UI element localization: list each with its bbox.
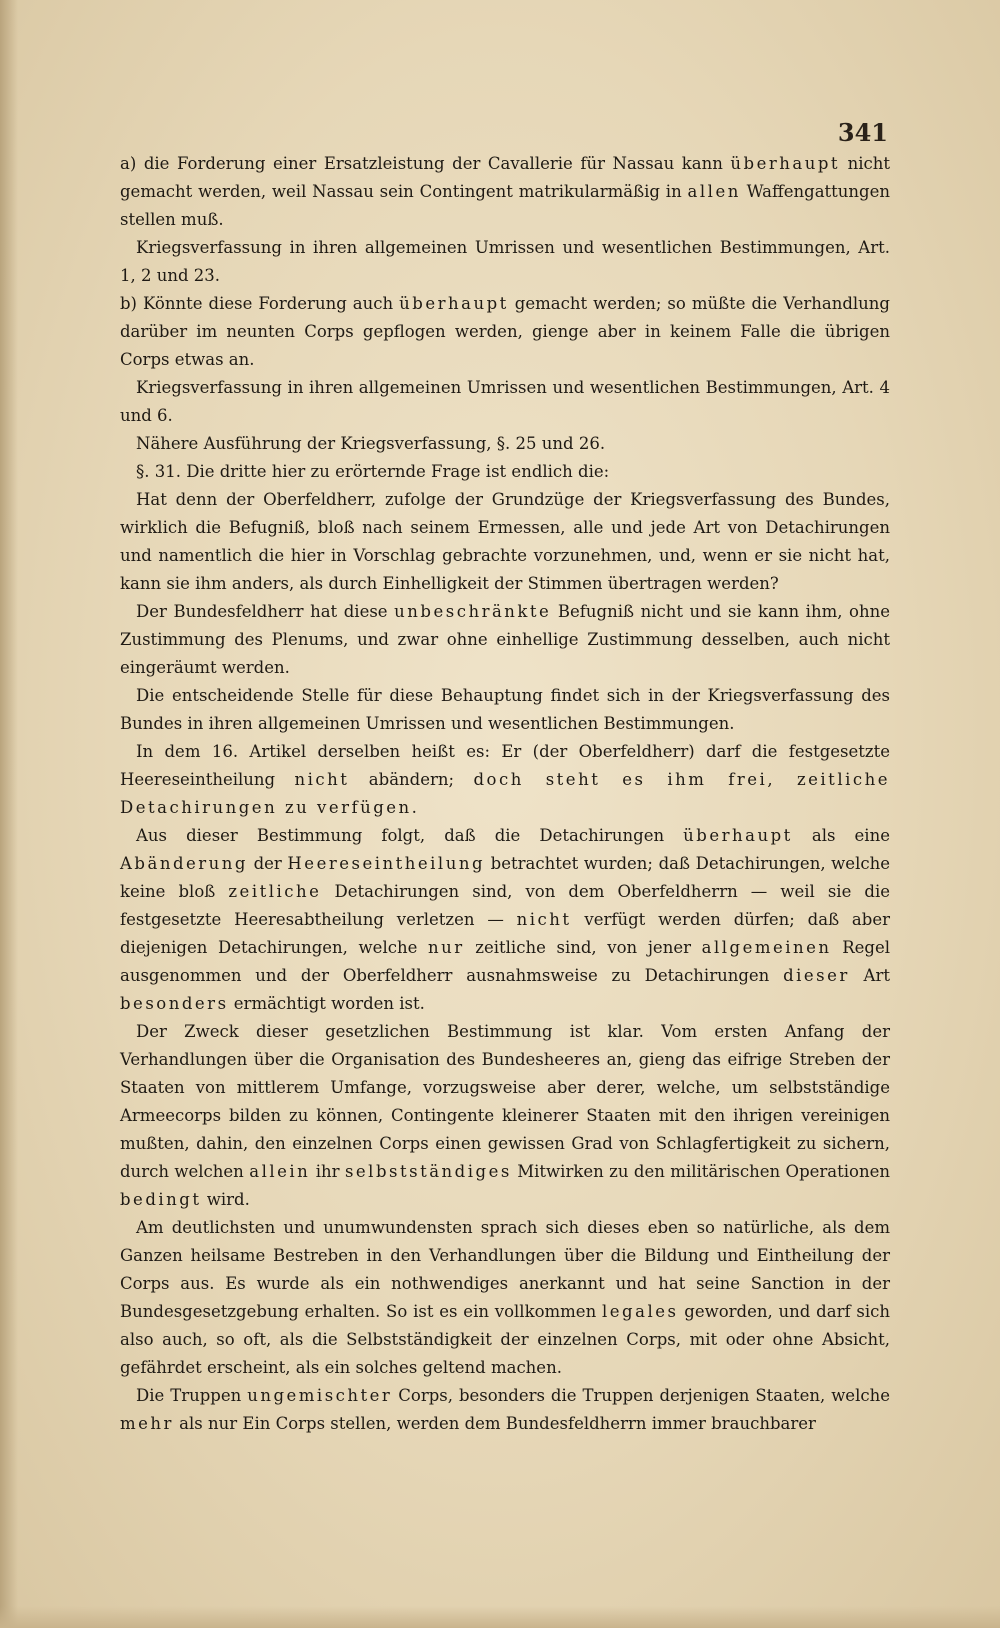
spaced-emphasis-text: überhaupt: [730, 154, 841, 173]
paragraph: [120, 1382, 890, 1438]
spaced-emphasis-text: legales: [602, 1302, 679, 1321]
spaced-emphasis-text: dieser: [783, 966, 850, 985]
spaced-emphasis-text: mehr: [120, 1414, 174, 1433]
spaced-emphasis-text: bedingt: [120, 1190, 202, 1209]
paragraph: [120, 486, 890, 598]
paragraph-text: a) die Forderung einer Ersatzleistung der Cavallerie für Nassau kann: [120, 154, 731, 173]
paragraph: [120, 374, 890, 430]
paragraph-text: ihr: [310, 1162, 345, 1181]
paragraph-text: der: [247, 854, 288, 873]
spaced-emphasis-text: überhaupt: [399, 294, 509, 313]
page-number: 341: [837, 118, 888, 147]
spaced-emphasis-text: unbeschränkte: [394, 602, 552, 621]
paragraph-text: Der Zweck dieser gesetzlichen Bestimmung ist klar. Vom ersten Anfang der Verhandlungen über die Organisation des Bundesheeres an, gieng das eifrige Streben der Staaten von mittlerem Umfange, vorzugsweise aber derer, welche, um selbstständige Armeecorps bilden zu können, Contingente kleinerer Staaten mit den ihrigen vereinigen mußten, dahin, den einzelnen Corps einen gewissen Grad von Schlagfertigkeit zu sichern, durch welchen: [120, 1022, 890, 1181]
paragraph-text: ermächtigt worden ist.: [228, 994, 425, 1013]
paragraph: [120, 150, 890, 234]
paragraph: [120, 458, 890, 486]
paragraph-text: b) Könnte diese Forderung auch: [120, 294, 400, 313]
spaced-emphasis-text: zeitliche: [228, 882, 322, 901]
body-text: [120, 150, 890, 1438]
paragraph-text: Am deutlichsten und unumwundensten sprach sich dieses eben so natürliche, als dem Ganzen heilsame Bestreben in den Verhandlungen über die Bildung und Eintheilung der Corps aus. Es wurde als ein nothwendiges anerkannt und hat seine Sanction in der Bundesgesetzgebung erhalten. So ist es ein vollkommen: [120, 1218, 890, 1321]
paragraph-text: Der Bundesfeldherr hat diese: [136, 602, 395, 621]
paragraph-text: Art: [849, 966, 890, 985]
paragraph-text: Befugniß nicht und sie kann ihm, ohne Zustimmung des Plenums, und zwar ohne einhellige Zustimmung desselben, auch nicht eingeräumt werden.: [120, 602, 891, 677]
paragraph-text: nicht gemacht werden, weil Nassau sein Contingent matrikularmäßig in: [120, 154, 890, 201]
paragraph-text: Detachirungen sind, von dem Oberfeldherrn — weil sie die festgesetzte Heeresabtheilung verletzen —: [120, 882, 890, 929]
paragraph-text: betrachtet wurden; daß Detachirungen, welche keine bloß: [120, 854, 890, 901]
paragraph-text: Waffengattungen stellen muß.: [120, 182, 891, 229]
paragraph: [120, 430, 890, 458]
paragraph-text: Regel ausgenommen und der Oberfeldherr ausnahmsweise zu Detachirungen: [120, 938, 890, 985]
paragraph: [120, 682, 890, 738]
paragraph-text: verfügt werden dürfen; daß aber diejenigen Detachirungen, welche: [120, 910, 890, 957]
spaced-emphasis-text: Heereseintheilung: [287, 854, 486, 873]
spaced-emphasis-text: Abänderung: [120, 854, 248, 873]
paragraph-text: In dem 16. Artikel derselben heißt es: Er (der Oberfeldherr) darf die festgesetzte Heereseintheilung: [120, 742, 890, 789]
paragraph-text: Die entscheidende Stelle für diese Behauptung findet sich in der Kriegsverfassung des Bundes in ihren allgemeinen Umrissen und wesentlichen Bestimmungen.: [120, 686, 890, 733]
paragraph-text: Die Truppen: [136, 1386, 248, 1405]
spaced-emphasis-text: nur: [428, 938, 465, 957]
page-edge-shadow-bottom: [0, 1606, 1000, 1628]
paragraph-text: Hat denn der Oberfeldherr, zufolge der Grundzüge der Kriegsverfassung des Bundes, wirklich die Befugniß, bloß nach seinem Ermessen, alle und jede Art von Detachirungen und namentlich die hier in Vorschlag gebrachte vorzunehmen, und, wenn er sie nicht hat, kann sie ihm anders, als durch Einhelligkeit der Stimmen übertragen werden?: [120, 490, 890, 593]
paragraph-text: Kriegsverfassung in ihren allgemeinen Umrissen und wesentlichen Bestimmungen, Art. 1, 2 und 23.: [120, 238, 890, 285]
spaced-emphasis-text: doch steht es ihm frei, zeitliche Detachirungen zu verfügen.: [120, 770, 890, 817]
paragraph-text: gemacht werden; so müßte die Verhandlung darüber im neunten Corps gepflogen werden, gienge aber in keinem Falle die übrigen Corps etwas an.: [120, 294, 890, 369]
paragraph-text: Corps, besonders die Truppen derjenigen Staaten, welche: [392, 1386, 890, 1405]
spaced-emphasis-text: nicht: [516, 910, 572, 929]
spaced-emphasis-text: selbstständiges: [344, 1162, 512, 1181]
paragraph: [120, 234, 890, 290]
paragraph-text: wird.: [201, 1190, 250, 1209]
paragraph: [120, 290, 890, 374]
spaced-emphasis-text: allein: [249, 1162, 311, 1181]
paragraph-text: Aus dieser Bestimmung folgt, daß die Detachirungen: [136, 826, 684, 845]
spaced-emphasis-text: überhaupt: [683, 826, 793, 845]
paragraph: [120, 598, 890, 682]
paragraph-text: zeitliche sind, von jener: [464, 938, 702, 957]
paragraph: [120, 1214, 890, 1382]
spaced-emphasis-text: allgemeinen: [701, 938, 832, 957]
spaced-emphasis-text: allen: [687, 182, 741, 201]
paragraph: [120, 1018, 890, 1214]
spaced-emphasis-text: nicht: [294, 770, 350, 789]
page-edge-shadow-left: [0, 0, 18, 1628]
paragraph: [120, 822, 890, 1018]
paragraph-text: Kriegsverfassung in ihren allgemeinen Umrissen und wesentlichen Bestimmungen, Art. 4 und 6.: [120, 378, 890, 425]
spaced-emphasis-text: ungemischter: [247, 1386, 393, 1405]
paragraph-text: §. 31. Die dritte hier zu erörternde Frage ist endlich die:: [136, 462, 610, 481]
paragraph-text: als eine: [792, 826, 890, 845]
paragraph-text: Nähere Ausführung der Kriegsverfassung, §. 25 und 26.: [136, 434, 606, 453]
spaced-emphasis-text: besonders: [120, 994, 229, 1013]
paragraph-text: abändern;: [349, 770, 474, 789]
paragraph-text: als nur Ein Corps stellen, werden dem Bundesfeldherrn immer brauchbarer: [173, 1414, 816, 1433]
paragraph: [120, 738, 890, 822]
paragraph-text: Mitwirken zu den militärischen Operationen: [511, 1162, 891, 1181]
paragraph-text: geworden, und darf sich also auch, so oft, als die Selbstständigkeit der einzelnen Corps, mit oder ohne Absicht, gefährdet erscheint, als ein solches geltend machen.: [120, 1302, 890, 1377]
